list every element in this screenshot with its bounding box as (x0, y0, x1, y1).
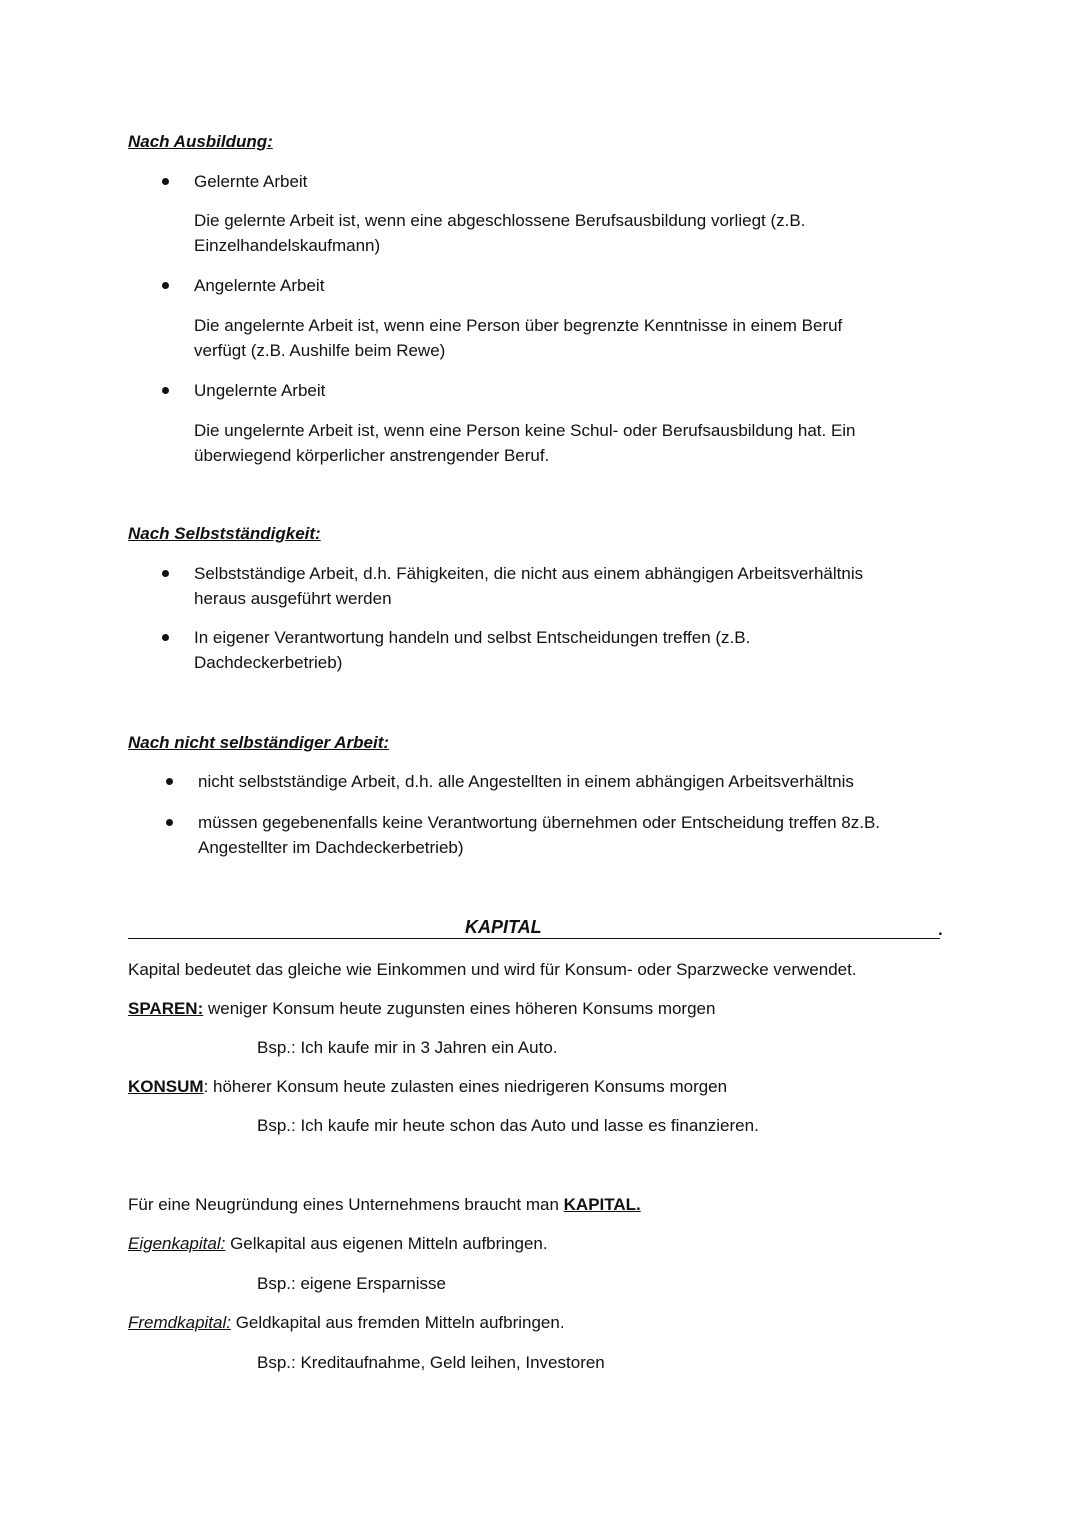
item-verantwortung-angestellte-line1: müssen gegebenenfalls keine Verantwortung übernehmen oder Entscheidung treffen 8z.B. (198, 813, 881, 832)
item-verantwortung-line1: In eigener Verantwortung handeln und selbst Entscheidungen treffen (z.B. (194, 628, 751, 647)
item-angelernte-arbeit: Angelernte Arbeit (194, 276, 325, 295)
eigenkapital-example: Bsp.: eigene Ersparnisse (257, 1274, 446, 1293)
item-nicht-selbststaendig: nicht selbstständige Arbeit, d.h. alle Angestellten in einem abhängigen Arbeitsverhältnis (198, 772, 854, 791)
sparen-line (128, 996, 715, 1021)
desc-ungelernte-line1: Die ungelernte Arbeit ist, wenn eine Person keine Schul- oder Berufsausbildung hat. Ein (194, 421, 856, 440)
eigenkapital-label: Eigenkapital: (128, 1234, 226, 1253)
desc-angelernte-line1: Die angelernte Arbeit ist, wenn eine Person über begrenzte Kenntnisse in einem Beruf (194, 316, 843, 335)
fremdkapital-line (128, 1310, 565, 1335)
desc-gelernte-line1: Die gelernte Arbeit ist, wenn eine abgeschlossene Berufsausbildung vorliegt (z.B. (194, 211, 806, 230)
bullet (166, 778, 173, 785)
bullet (162, 634, 169, 641)
item-selbststaendig-line1: Selbstständige Arbeit, d.h. Fähigkeiten, die nicht aus einem abhängigen Arbeitsverhältnis (194, 564, 864, 583)
desc-ungelernte-line2: überwiegend körperlicher anstrengender Beruf. (194, 446, 550, 465)
heading-nach-nicht-selbstaendiger-arbeit: Nach nicht selbständiger Arbeit: (128, 733, 390, 752)
neugruendung-text: Für eine Neugründung eines Unternehmens braucht man (128, 1195, 564, 1214)
konsum-line (128, 1074, 727, 1099)
bullet (162, 387, 169, 394)
fremdkapital-example: Bsp.: Kreditaufnahme, Geld leihen, Investoren (257, 1353, 605, 1372)
konsum-label: KONSUM (128, 1077, 204, 1096)
fremdkapital-label: Fremdkapital: (128, 1313, 231, 1332)
heading-nach-ausbildung: Nach Ausbildung: (128, 132, 273, 151)
item-gelernte-arbeit: Gelernte Arbeit (194, 172, 308, 191)
neugruendung-kapital: KAPITAL. (563, 1195, 641, 1214)
sparen-text: weniger Konsum heute zugunsten eines höheren Konsums morgen (203, 999, 716, 1018)
konsum-example: Bsp.: Ich kaufe mir heute schon das Auto und lasse es finanzieren. (257, 1116, 759, 1135)
item-verantwortung-angestellte-line2: Angestellter im Dachdeckerbetrieb) (198, 838, 464, 857)
heading-nach-selbststaendigkeit: Nach Selbstständigkeit: (128, 524, 321, 543)
fremdkapital-text: Geldkapital aus fremden Mitteln aufbringen. (230, 1313, 565, 1332)
eigenkapital-line (128, 1231, 548, 1256)
kapital-dot: . (938, 920, 943, 939)
item-ungelernte-arbeit: Ungelernte Arbeit (194, 381, 326, 400)
item-selbststaendig-line2: heraus ausgeführt werden (194, 589, 392, 608)
desc-gelernte-line2: Einzelhandelskaufmann) (194, 236, 381, 255)
desc-angelernte-line2: verfügt (z.B. Aushilfe beim Rewe) (194, 341, 446, 360)
bullet (162, 570, 169, 577)
kapital-title: KAPITAL (465, 917, 542, 937)
bullet (162, 282, 169, 289)
bullet (162, 178, 169, 185)
item-verantwortung-line2: Dachdeckerbetrieb) (194, 653, 343, 672)
kapital-intro: Kapital bedeutet das gleiche wie Einkommen und wird für Konsum- oder Sparzwecke verwendet. (128, 960, 857, 979)
bullet (166, 819, 173, 826)
eigenkapital-text: Gelkapital aus eigenen Mitteln aufbringen. (225, 1234, 548, 1253)
sparen-label: SPAREN: (128, 999, 204, 1018)
neugruendung-line (128, 1192, 641, 1217)
konsum-text: : höherer Konsum heute zulasten eines niedrigeren Konsums morgen (203, 1077, 728, 1096)
sparen-example: Bsp.: Ich kaufe mir in 3 Jahren ein Auto. (257, 1038, 558, 1057)
